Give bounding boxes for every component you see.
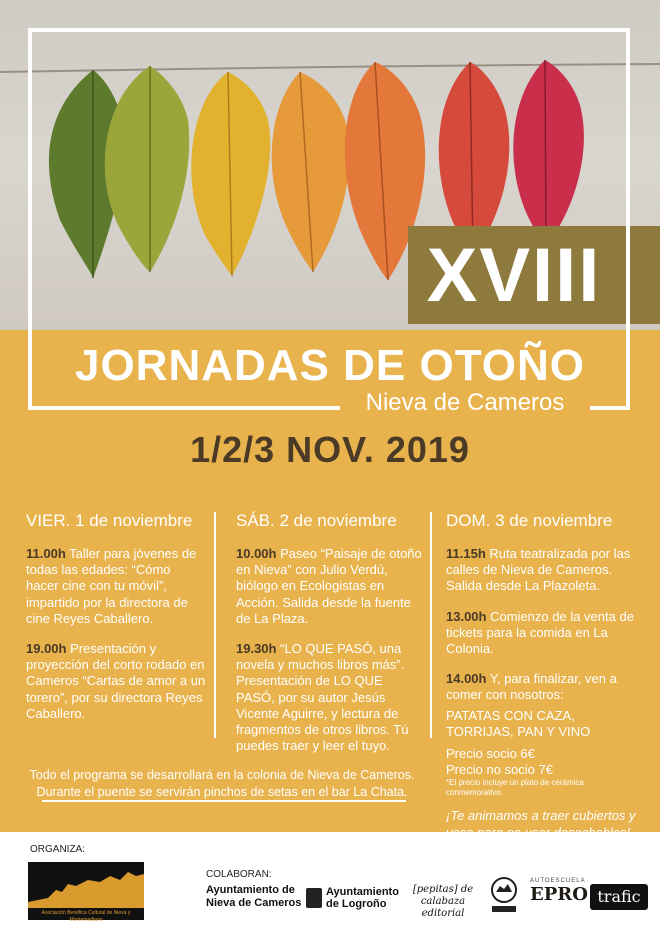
closing-note: ¡Te animamos a traer cubiertos y	[446, 808, 636, 824]
event-item	[26, 641, 206, 722]
colaboran-label: COLABORAN:	[206, 869, 272, 880]
seal-icon	[488, 876, 520, 916]
event-title: JORNADAS DE OTOÑO	[74, 341, 586, 390]
event-text: Taller para jóvenes de todas las edades: “Cómo hacer cine con tu móvil”, impartido por la directora de cine Reyes Caballero.	[26, 546, 197, 626]
sponsor-logrono	[306, 886, 400, 926]
column-divider	[430, 512, 432, 738]
event-text: Paseo “Paisaje de otoño en Nieva” con Julio Verdú, biólogo en Ecologistas en Acción. Salida desde la fuente de La Plaza.	[236, 546, 422, 626]
event-item	[446, 609, 636, 658]
general-info	[22, 767, 422, 801]
sponsor-pepitas-text: [pepitas] de calabaza editorial	[412, 884, 474, 919]
event-text: Comienzo de la venta de tickets para la comida en La Colonia.	[446, 608, 634, 657]
event-time: 13.00h	[446, 608, 487, 624]
trafic-logo: trafic	[597, 887, 641, 906]
sponsor-epro	[530, 878, 588, 918]
general-info-underline	[42, 800, 406, 802]
event-place: Nieva de Cameros	[365, 389, 565, 416]
column-friday	[26, 510, 206, 736]
event-text: Presentación y proyección del corto rodado en Cameros “Cartas de amor a un torero”, por su directora Reyes Caballero.	[26, 641, 206, 721]
sponsor-logrono-text: Ayuntamiento de Logroño	[326, 886, 399, 910]
event-text: “LO QUE PASÓ, una novela y muchos libros más”. Presentación de LO QUE PASÓ, por su autor Jesús Vicente Aguirre, y lectura de fragmentos de otros libros. Tú puedes traer y leer el tuyo.	[236, 641, 409, 754]
event-item	[236, 641, 422, 754]
organiza-label: ORGANIZA:	[30, 844, 86, 855]
event-time: 11.00h	[26, 546, 66, 561]
price-nonmember: Precio no socio 7€	[446, 762, 553, 778]
logrono-crest-icon	[306, 888, 322, 908]
event-item	[446, 546, 636, 595]
event-text: Ruta teatralizada por las calles de Nieva de Cameros. Salida desde La Plazoleta.	[446, 546, 631, 594]
column-heading-sunday: DOM. 3 de noviembre	[446, 511, 613, 530]
price-note: *El precio incluye un plato de cerámica conmemorativo.	[446, 778, 584, 798]
organizer-logo	[28, 862, 144, 923]
event-dates: 1/2/3 NOV. 2019	[190, 429, 470, 470]
column-divider	[214, 512, 216, 738]
sponsor-nieva	[206, 884, 302, 924]
event-time: 10.00h	[236, 546, 277, 561]
organizer-logo-text: Asociación Benéfica Cultural de Nieva y Montemediano	[41, 910, 131, 923]
sponsor-pepitas	[404, 884, 482, 924]
edition-number: XVIII	[426, 233, 602, 318]
sponsor-trafic	[590, 884, 648, 910]
epro-logo: EPRO	[530, 884, 588, 905]
autoescuela-label: AUTOESCUELA	[530, 878, 586, 884]
event-time: 14.00h	[446, 671, 487, 687]
column-heading-friday: VIER. 1 de noviembre	[26, 511, 193, 530]
event-time: 19.30h	[236, 641, 277, 657]
event-item	[236, 546, 422, 627]
event-time: 11.15h	[446, 546, 486, 561]
sponsor-nieva-text: Ayuntamiento de Nieva de Cameros	[206, 884, 302, 909]
menu-text: PATATAS CON CAZA, TORRIJAS, PAN Y VINO	[446, 707, 591, 739]
event-item	[446, 671, 636, 703]
sponsor-seal	[488, 876, 520, 916]
general-info-line: Todo el programa se desarrollará en la colonia de Nieva de Cameros.	[29, 768, 415, 782]
event-item	[26, 546, 206, 627]
price-member: Precio socio 6€	[446, 746, 535, 762]
column-heading-saturday: SÁB. 2 de noviembre	[236, 511, 397, 530]
general-info-line: Durante el puente se servirán pinchos de setas en el bar La Chata.	[36, 785, 408, 799]
event-time: 19.00h	[26, 641, 67, 657]
column-saturday	[236, 510, 422, 768]
event-text: Y, para finalizar, ven a comer con nosotros:	[446, 671, 617, 703]
column-sunday	[446, 510, 636, 841]
